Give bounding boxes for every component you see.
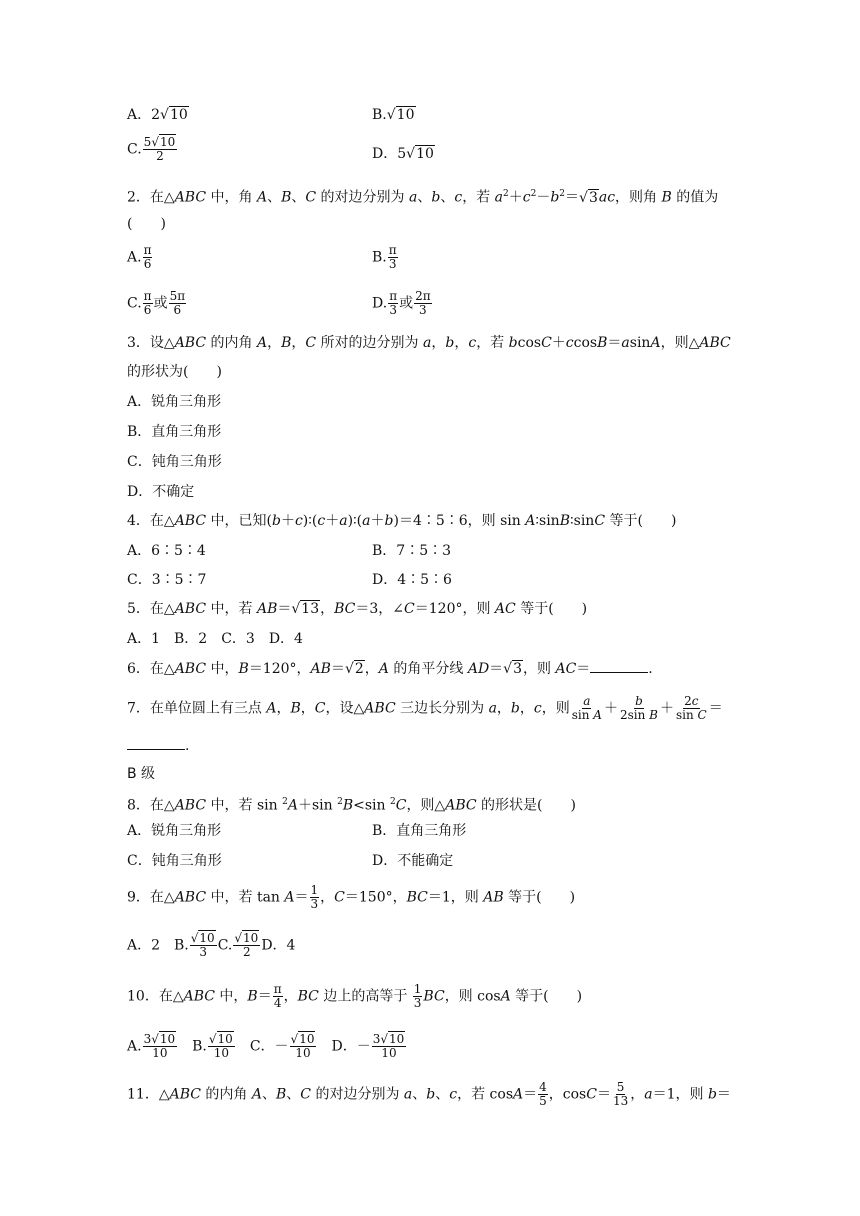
q8-option-b: B．直角三角形: [372, 823, 467, 839]
q1-option-a: A．2√10: [127, 107, 188, 123]
section-b-heading: B 级: [127, 766, 156, 782]
q2-stem: 2．在△ABC 中，角 A、B、C 的对边分别为 a、b、c，若 $a^2+c^2-b^2=√3ac$，则角 B 的值为: [127, 189, 719, 206]
q3-option-c: C．钝角三角形: [127, 454, 222, 470]
q4-option-a: A．6∶5∶4: [127, 543, 206, 559]
q1-option-c: C. $\frac{5√10}{2}$: [127, 135, 176, 163]
q3-option-d: D．不确定: [127, 484, 195, 500]
q2-option-c: C. $\frac{\pi}{6}$ 或 $\frac{5\pi}{6}$: [127, 289, 186, 317]
q1-option-b: B.√10: [372, 107, 415, 123]
q3-option-a: A．锐角三角形: [127, 394, 222, 410]
q8-stem: 8．在△ABC 中，若 sin $^2$A＋sin $^2$B<sin $^2$C，则△ABC 的形状是( ): [127, 797, 576, 814]
q9-stem: 9．在△ABC 中，若 tan A＝ $\frac{1}{3}$ ，C＝150°，BC＝1，则 AB 等于( ): [127, 883, 576, 911]
q10-options: A. $\frac{3√10}{10}$ B. $\frac{√10}{10}$ C．－ $\frac{√10}{10}$ D．－ $\frac{3√10}{10}$: [127, 1032, 405, 1060]
q11-stem: 11．△ABC 的内角 A、B、C 的对边分别为 a、b、c，若 cosA＝ $\frac{4}{5}$ ，cosC＝ $\frac{5}{13}$ ，a＝1，则 b＝: [127, 1080, 731, 1108]
q3-stem-line2: 的形状为( ): [127, 364, 222, 380]
q3-option-b: B．直角三角形: [127, 424, 222, 440]
q2-option-d: D. $\frac{\pi}{3}$ 或 $\frac{2\pi}{3}$: [372, 289, 431, 317]
q10-stem: 10．在△ABC 中，B＝ $\frac{\pi}{4}$ ，BC 边上的高等于 $\frac{1}{3}$ BC，则 cosA 等于( ): [127, 982, 583, 1010]
q3-stem: 3．设△ABC 的内角 A，B，C 所对的边分别为 a，b，c，若 bcosC＋ccosB＝asinA，则△ABC: [127, 335, 731, 351]
q2-bracket: ( ): [127, 216, 166, 232]
q4-option-b: B．7∶5∶3: [372, 543, 452, 559]
q4-option-d: D．4∶5∶6: [372, 572, 452, 588]
q5-options: A．1 B．2 C．3 D．4: [127, 631, 303, 647]
q6-stem: 6．在△ABC 中，B＝120°，AB＝√2，A 的角平分线 AD＝√3，则 AC＝ .: [127, 661, 653, 677]
q8-option-d: D．不能确定: [372, 853, 454, 869]
q1-option-d: D．5√10: [372, 146, 434, 162]
q8-option-c: C．钝角三角形: [127, 853, 222, 869]
q7-answer-blank: .: [127, 737, 189, 755]
q4-stem: 4．在△ABC 中，已知(b＋c)∶(c＋a)∶(a＋b)＝4∶5∶6，则 sin A∶sinB∶sinC 等于( ): [127, 513, 677, 529]
q9-options: A．2 B. $\frac{√10}{3}$ C. $\frac{√10}{2}$ D．4: [127, 931, 296, 959]
q7-stem: 7．在单位圆上有三点 A，B，C，设△ABC 三边长分别为 a，b，c，则 $\frac{a}{\text{sin A}}$ ＋ $\frac{b}{\text{2sin B}}$ ＋ $\frac{2c}{\text{sin C}}$ ＝: [127, 694, 723, 722]
q4-option-c: C．3∶5∶7: [127, 572, 207, 588]
q2-option-b: B. $\frac{\pi}{3}$: [372, 243, 397, 271]
q8-option-a: A．锐角三角形: [127, 823, 222, 839]
q5-stem: 5．在△ABC 中，若 AB＝√13，BC＝3，∠C＝120°，则 AC 等于( ): [127, 601, 588, 617]
q2-option-a: A. $\frac{\pi}{6}$: [127, 243, 152, 271]
